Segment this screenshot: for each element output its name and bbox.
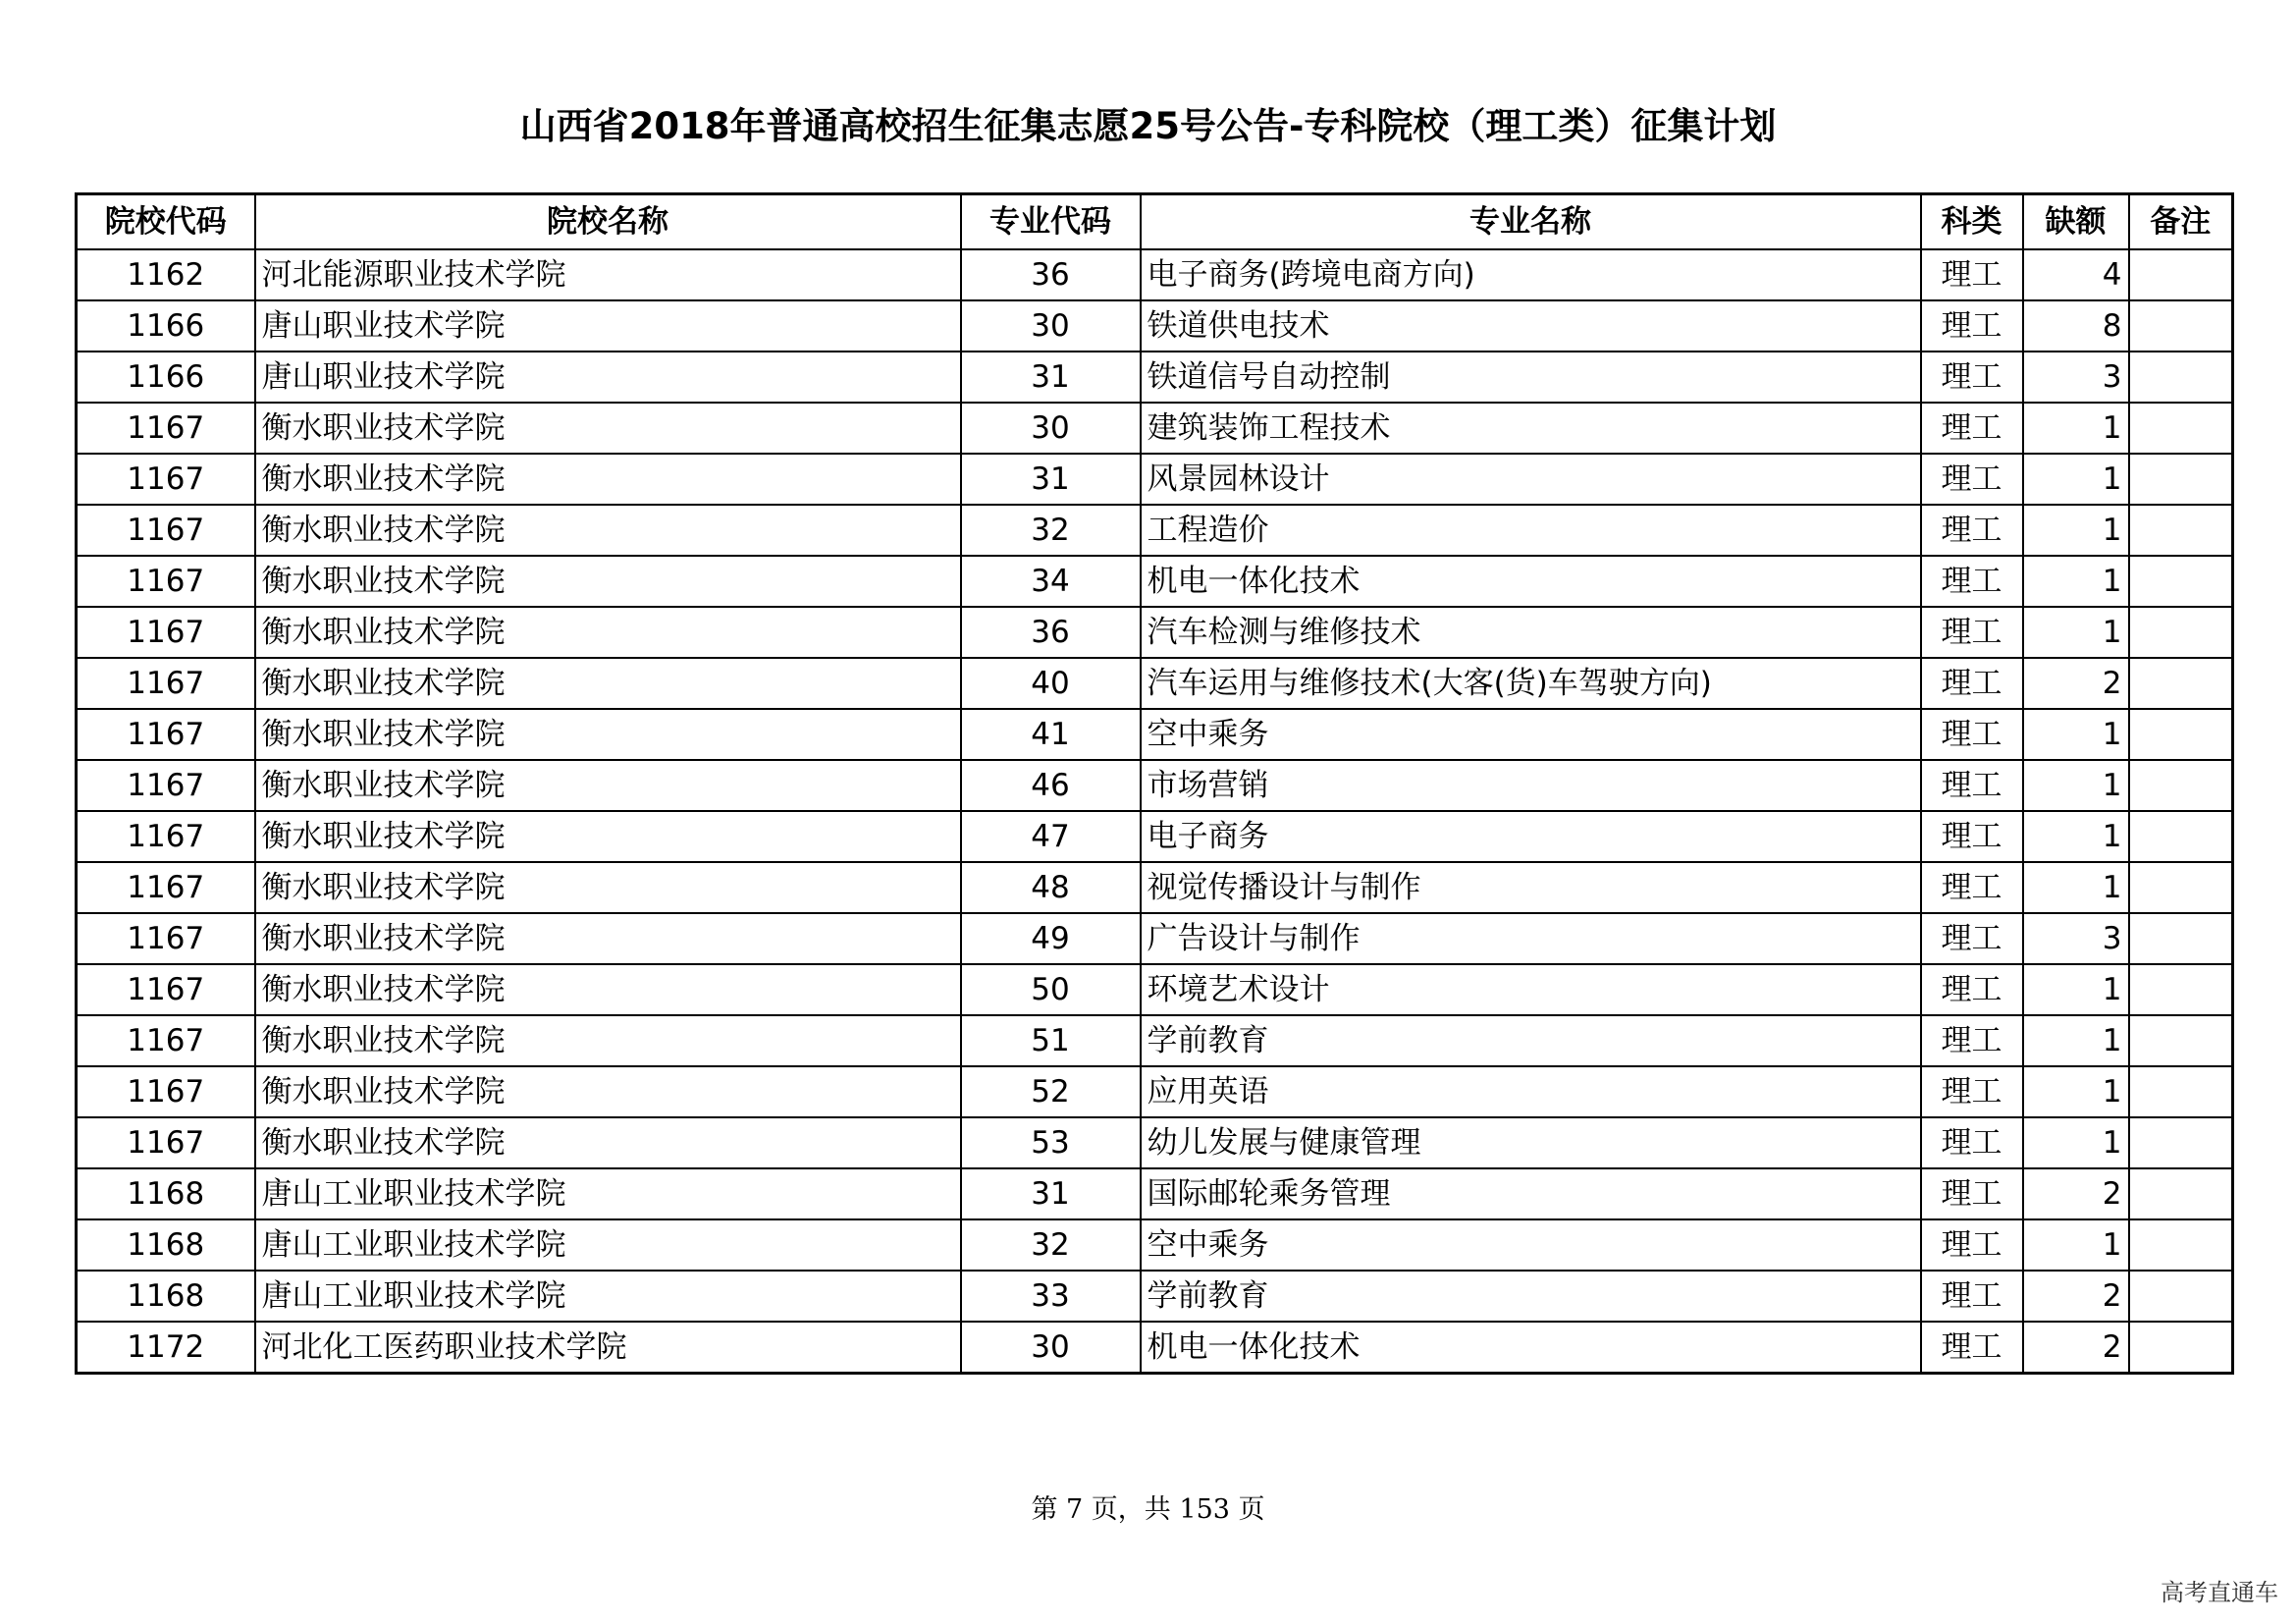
major-code-cell: 32 [961, 505, 1141, 556]
school-code-cell: 1167 [77, 505, 255, 556]
table-row [77, 1015, 2233, 1066]
remarks-cell [2129, 709, 2233, 760]
vacancy-cell: 1 [2023, 862, 2129, 913]
major-name-cell: 机电一体化技术 [1141, 1322, 1921, 1374]
remarks-cell [2129, 454, 2233, 505]
category-cell: 理工 [1921, 505, 2023, 556]
school-code-cell: 1167 [77, 862, 255, 913]
remarks-cell [2129, 505, 2233, 556]
category-cell: 理工 [1921, 1066, 2023, 1117]
table-row [77, 454, 2233, 505]
category-cell: 理工 [1921, 1322, 2023, 1374]
school-name-cell: 衡水职业技术学院 [255, 760, 961, 811]
remarks-cell [2129, 964, 2233, 1015]
major-name-cell: 学前教育 [1141, 1271, 1921, 1322]
school-code-cell: 1167 [77, 913, 255, 964]
major-code-cell: 31 [961, 454, 1141, 505]
category-cell: 理工 [1921, 352, 2023, 403]
table-row [77, 352, 2233, 403]
school-code-cell: 1167 [77, 811, 255, 862]
category-cell: 理工 [1921, 1219, 2023, 1271]
major-name-cell: 电子商务 [1141, 811, 1921, 862]
major-code-cell: 32 [961, 1219, 1141, 1271]
vacancy-cell: 1 [2023, 709, 2129, 760]
remarks-cell [2129, 1168, 2233, 1219]
vacancy-cell: 2 [2023, 1271, 2129, 1322]
school-code-cell: 1167 [77, 1015, 255, 1066]
major-name-cell: 铁道供电技术 [1141, 300, 1921, 352]
school-name-cell: 衡水职业技术学院 [255, 658, 961, 709]
major-code-cell: 50 [961, 964, 1141, 1015]
header-school-name: 院校名称 [255, 194, 961, 249]
school-name-cell: 衡水职业技术学院 [255, 1015, 961, 1066]
vacancy-cell: 2 [2023, 658, 2129, 709]
vacancy-cell: 1 [2023, 1015, 2129, 1066]
header-school-code: 院校代码 [77, 194, 255, 249]
category-cell: 理工 [1921, 1015, 2023, 1066]
major-name-cell: 国际邮轮乘务管理 [1141, 1168, 1921, 1219]
major-code-cell: 34 [961, 556, 1141, 607]
remarks-cell [2129, 403, 2233, 454]
vacancy-cell: 1 [2023, 556, 2129, 607]
school-name-cell: 唐山工业职业技术学院 [255, 1271, 961, 1322]
major-code-cell: 40 [961, 658, 1141, 709]
vacancy-cell: 1 [2023, 1117, 2129, 1168]
school-name-cell: 唐山工业职业技术学院 [255, 1219, 961, 1271]
remarks-cell [2129, 1015, 2233, 1066]
remarks-cell [2129, 913, 2233, 964]
table-row [77, 964, 2233, 1015]
major-code-cell: 53 [961, 1117, 1141, 1168]
remarks-cell [2129, 811, 2233, 862]
remarks-cell [2129, 760, 2233, 811]
category-cell: 理工 [1921, 1168, 2023, 1219]
vacancy-cell: 4 [2023, 249, 2129, 300]
table-row [77, 1322, 2233, 1374]
table-header-row [77, 194, 2233, 249]
remarks-cell [2129, 1271, 2233, 1322]
category-cell: 理工 [1921, 658, 2023, 709]
major-name-cell: 学前教育 [1141, 1015, 1921, 1066]
page-title: 山西省2018年普通高校招生征集志愿25号公告-专科院校（理工类）征集计划 [519, 105, 1777, 147]
vacancy-cell: 1 [2023, 811, 2129, 862]
major-code-cell: 46 [961, 760, 1141, 811]
major-code-cell: 36 [961, 607, 1141, 658]
major-name-cell: 建筑装饰工程技术 [1141, 403, 1921, 454]
major-code-cell: 31 [961, 1168, 1141, 1219]
school-name-cell: 衡水职业技术学院 [255, 1066, 961, 1117]
school-code-cell: 1166 [77, 300, 255, 352]
vacancy-cell: 2 [2023, 1322, 2129, 1374]
school-name-cell: 河北能源职业技术学院 [255, 249, 961, 300]
major-code-cell: 52 [961, 1066, 1141, 1117]
major-code-cell: 48 [961, 862, 1141, 913]
major-name-cell: 风景园林设计 [1141, 454, 1921, 505]
major-code-cell: 30 [961, 403, 1141, 454]
school-name-cell: 衡水职业技术学院 [255, 505, 961, 556]
category-cell: 理工 [1921, 1117, 2023, 1168]
school-name-cell: 衡水职业技术学院 [255, 913, 961, 964]
vacancy-cell: 1 [2023, 1066, 2129, 1117]
category-cell: 理工 [1921, 913, 2023, 964]
school-name-cell: 衡水职业技术学院 [255, 454, 961, 505]
school-name-cell: 衡水职业技术学院 [255, 607, 961, 658]
school-code-cell: 1166 [77, 352, 255, 403]
major-code-cell: 49 [961, 913, 1141, 964]
category-cell: 理工 [1921, 760, 2023, 811]
school-name-cell: 唐山职业技术学院 [255, 300, 961, 352]
school-code-cell: 1167 [77, 607, 255, 658]
major-name-cell: 汽车检测与维修技术 [1141, 607, 1921, 658]
header-remarks: 备注 [2129, 194, 2233, 249]
school-code-cell: 1168 [77, 1219, 255, 1271]
table-row [77, 607, 2233, 658]
table-row [77, 1117, 2233, 1168]
vacancy-cell: 3 [2023, 913, 2129, 964]
table-row [77, 403, 2233, 454]
remarks-cell [2129, 556, 2233, 607]
remarks-cell [2129, 1219, 2233, 1271]
vacancy-cell: 1 [2023, 607, 2129, 658]
table-row [77, 300, 2233, 352]
vacancy-cell: 1 [2023, 454, 2129, 505]
category-cell: 理工 [1921, 811, 2023, 862]
school-name-cell: 衡水职业技术学院 [255, 862, 961, 913]
category-cell: 理工 [1921, 556, 2023, 607]
school-code-cell: 1168 [77, 1271, 255, 1322]
vacancy-cell: 1 [2023, 1219, 2129, 1271]
remarks-cell [2129, 1322, 2233, 1374]
remarks-cell [2129, 352, 2233, 403]
vacancy-cell: 8 [2023, 300, 2129, 352]
school-code-cell: 1167 [77, 760, 255, 811]
category-cell: 理工 [1921, 300, 2023, 352]
table-row [77, 658, 2233, 709]
table-row [77, 811, 2233, 862]
table-row [77, 1168, 2233, 1219]
school-name-cell: 唐山职业技术学院 [255, 352, 961, 403]
vacancy-cell: 1 [2023, 964, 2129, 1015]
major-name-cell: 空中乘务 [1141, 709, 1921, 760]
page-footer: 第 7 页，共 153 页 [1031, 1494, 1265, 1525]
school-name-cell: 衡水职业技术学院 [255, 811, 961, 862]
remarks-cell [2129, 249, 2233, 300]
major-name-cell: 汽车运用与维修技术(大客(货)车驾驶方向) [1141, 658, 1921, 709]
category-cell: 理工 [1921, 607, 2023, 658]
school-name-cell: 衡水职业技术学院 [255, 964, 961, 1015]
enrollment-plan-table [75, 192, 2234, 1375]
header-major-code: 专业代码 [961, 194, 1141, 249]
major-name-cell: 电子商务(跨境电商方向) [1141, 249, 1921, 300]
school-name-cell: 衡水职业技术学院 [255, 709, 961, 760]
major-name-cell: 市场营销 [1141, 760, 1921, 811]
school-name-cell: 衡水职业技术学院 [255, 1117, 961, 1168]
major-name-cell: 应用英语 [1141, 1066, 1921, 1117]
table-row [77, 913, 2233, 964]
major-code-cell: 30 [961, 300, 1141, 352]
remarks-cell [2129, 862, 2233, 913]
category-cell: 理工 [1921, 249, 2023, 300]
category-cell: 理工 [1921, 862, 2023, 913]
table-body [77, 249, 2233, 1374]
major-code-cell: 41 [961, 709, 1141, 760]
category-cell: 理工 [1921, 403, 2023, 454]
header-major-name: 专业名称 [1141, 194, 1921, 249]
major-name-cell: 幼儿发展与健康管理 [1141, 1117, 1921, 1168]
school-name-cell: 河北化工医药职业技术学院 [255, 1322, 961, 1374]
category-cell: 理工 [1921, 709, 2023, 760]
school-code-cell: 1167 [77, 709, 255, 760]
school-code-cell: 1167 [77, 1066, 255, 1117]
school-name-cell: 衡水职业技术学院 [255, 403, 961, 454]
category-cell: 理工 [1921, 1271, 2023, 1322]
vacancy-cell: 2 [2023, 1168, 2129, 1219]
school-code-cell: 1167 [77, 964, 255, 1015]
major-code-cell: 31 [961, 352, 1141, 403]
school-code-cell: 1167 [77, 556, 255, 607]
major-name-cell: 铁道信号自动控制 [1141, 352, 1921, 403]
table-row [77, 862, 2233, 913]
category-cell: 理工 [1921, 964, 2023, 1015]
remarks-cell [2129, 300, 2233, 352]
remarks-cell [2129, 658, 2233, 709]
school-code-cell: 1167 [77, 403, 255, 454]
table-row [77, 709, 2233, 760]
table-row [77, 1219, 2233, 1271]
vacancy-cell: 1 [2023, 403, 2129, 454]
major-name-cell: 工程造价 [1141, 505, 1921, 556]
school-code-cell: 1168 [77, 1168, 255, 1219]
remarks-cell [2129, 1117, 2233, 1168]
vacancy-cell: 1 [2023, 505, 2129, 556]
school-code-cell: 1167 [77, 1117, 255, 1168]
vacancy-cell: 1 [2023, 760, 2129, 811]
school-code-cell: 1167 [77, 658, 255, 709]
school-name-cell: 唐山工业职业技术学院 [255, 1168, 961, 1219]
remarks-cell [2129, 1066, 2233, 1117]
table-row [77, 556, 2233, 607]
major-name-cell: 广告设计与制作 [1141, 913, 1921, 964]
table-row [77, 1066, 2233, 1117]
major-code-cell: 36 [961, 249, 1141, 300]
header-category: 科类 [1921, 194, 2023, 249]
major-code-cell: 30 [961, 1322, 1141, 1374]
header-vacancy: 缺额 [2023, 194, 2129, 249]
remarks-cell [2129, 607, 2233, 658]
major-name-cell: 机电一体化技术 [1141, 556, 1921, 607]
major-name-cell: 环境艺术设计 [1141, 964, 1921, 1015]
table-row [77, 249, 2233, 300]
major-name-cell: 视觉传播设计与制作 [1141, 862, 1921, 913]
school-code-cell: 1162 [77, 249, 255, 300]
table-row [77, 1271, 2233, 1322]
watermark: 高考直通车 [2161, 1579, 2278, 1606]
school-code-cell: 1172 [77, 1322, 255, 1374]
major-code-cell: 33 [961, 1271, 1141, 1322]
category-cell: 理工 [1921, 454, 2023, 505]
table-row [77, 760, 2233, 811]
vacancy-cell: 3 [2023, 352, 2129, 403]
major-code-cell: 47 [961, 811, 1141, 862]
major-code-cell: 51 [961, 1015, 1141, 1066]
school-name-cell: 衡水职业技术学院 [255, 556, 961, 607]
school-code-cell: 1167 [77, 454, 255, 505]
table-row [77, 505, 2233, 556]
major-name-cell: 空中乘务 [1141, 1219, 1921, 1271]
